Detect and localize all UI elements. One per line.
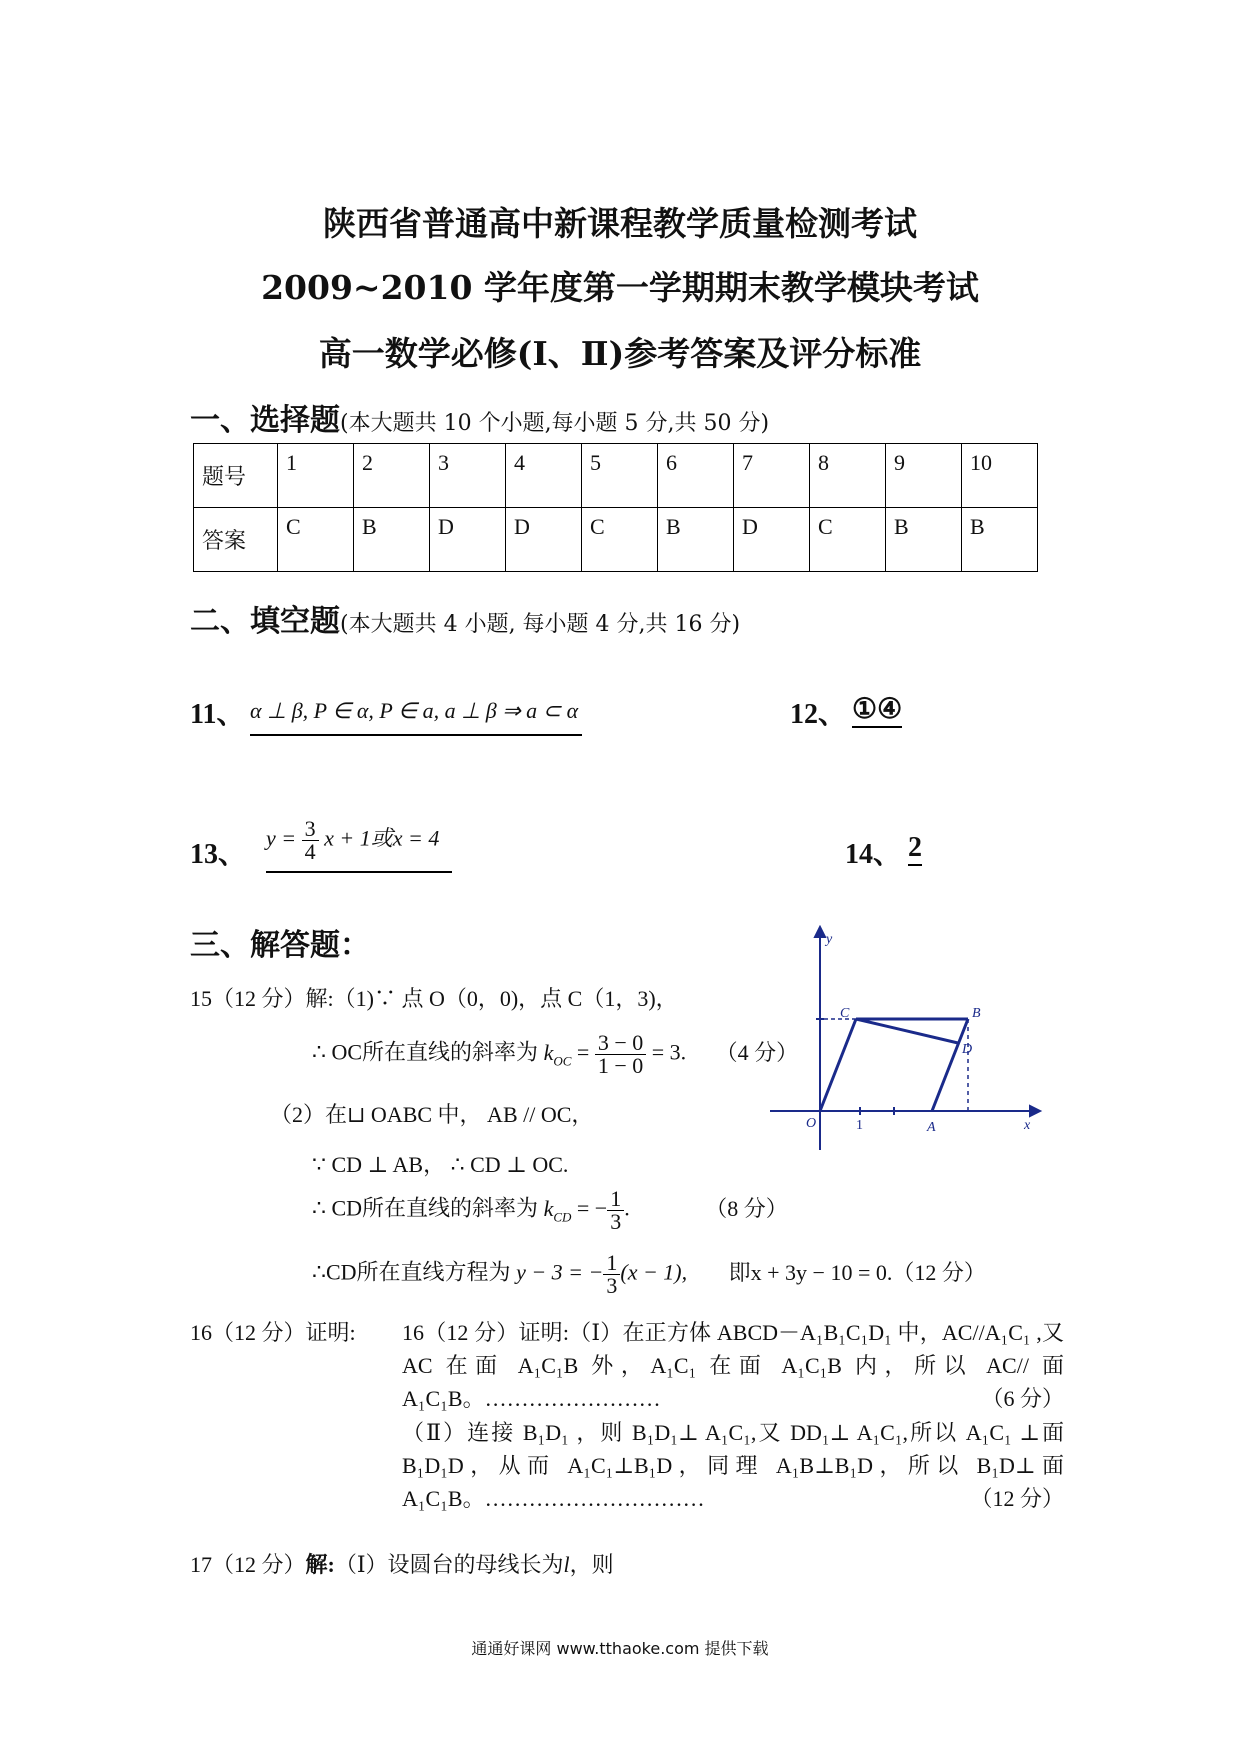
q15-line-6-num: 1: [603, 1252, 620, 1275]
q13-answer: [266, 818, 452, 873]
q13-num: 3: [302, 818, 319, 841]
q17-prefix: 17（12 分）: [190, 1552, 306, 1577]
table-cell: 7: [734, 444, 810, 508]
x-one-label: 1: [856, 1118, 863, 1133]
table-cell: 6: [658, 444, 734, 508]
section2-title: 二、填空题: [190, 604, 340, 639]
table-cell: D: [430, 508, 506, 572]
q15-k-symbol: k: [543, 1039, 554, 1065]
q16-label: 16（12 分）证明:: [190, 1320, 356, 1345]
q11-answer: α ⊥ β, P ∈ α, P ∈ a, a ⊥ β ⇒ a ⊂ α: [250, 698, 582, 736]
section1-note: (本大题共 10 个小题,每小题 5 分,共 50 分): [340, 411, 770, 436]
title-line-3: 高一数学必修(I、Ⅱ)参考答案及评分标准: [318, 334, 922, 373]
table-cell: 4: [506, 444, 582, 508]
q15-kcd-eq: = −: [571, 1195, 608, 1221]
y-axis-arrow: [815, 927, 825, 937]
q16-para-1-text: 16（12 分）证明:（Ⅰ）在正方体 ABCD－A₁B₁C₁D₁ 中，AC//A₁C₁ ,又 AC 在面 A₁C₁B 外，A₁C₁ 在面 A₁C₁B 内，所以 AC// 面 A₁C₁B。……………………: [402, 1320, 1064, 1411]
q15-line-6-text: ∴CD所在直线方程为: [312, 1259, 511, 1285]
table-cell: 8: [810, 444, 886, 508]
table-cell: C: [582, 508, 658, 572]
table-cell: 5: [582, 444, 658, 508]
table-cell: B: [886, 508, 962, 572]
q15-line-1: 15（12 分）解:（1)∵ 点 O（0，0)，点 C（1，3)，: [190, 986, 678, 1011]
point-a-label: A: [927, 1120, 936, 1135]
q13-den: 4: [304, 839, 316, 864]
q12-answer: ①④: [852, 692, 902, 728]
q15-line-2: [312, 1032, 798, 1077]
answer-table: [193, 443, 1038, 572]
title-line-1: 陕西省普通高中新课程教学质量检测考试: [323, 204, 917, 243]
table-cell: 3: [430, 444, 506, 508]
q15-score-4: （4 分）: [715, 1039, 799, 1065]
q15-line-6-fraction: [603, 1252, 620, 1297]
point-c-label: C: [840, 1006, 850, 1021]
q15-kcd-num: 1: [607, 1188, 624, 1211]
q17-end: ，则: [569, 1552, 614, 1577]
q15-eq: =: [571, 1039, 595, 1065]
origin-label: O: [806, 1116, 817, 1131]
segment-cd: [856, 1019, 958, 1043]
q13-rest: x + 1或x = 4: [324, 825, 440, 851]
q15-line-6-post: (x − 1),: [620, 1259, 688, 1285]
q15-line-6-eq: y − 3 = −: [510, 1259, 604, 1285]
table-cell: 2: [354, 444, 430, 508]
table-row-answers: [194, 508, 1038, 572]
q17-variable: l: [563, 1552, 570, 1577]
table-cell: 10: [962, 444, 1038, 508]
table-cell: 9: [886, 444, 962, 508]
section3-heading: 三、解答题：: [190, 928, 370, 963]
footer-text: 通通好课网 www.tthaoke.com 提供下载: [471, 1639, 769, 1658]
row-label-number: 题号: [194, 444, 278, 508]
q15-line-6-tail: 即x + 3y − 10 = 0.（12 分）: [728, 1259, 986, 1285]
q17-line: [190, 1548, 614, 1579]
point-d-label: D: [962, 1042, 973, 1057]
x-axis-label: x: [1024, 1118, 1031, 1133]
q15-line-5: [312, 1188, 788, 1233]
q15-score-8: （8 分）: [705, 1195, 788, 1221]
section1-title: 一、选择题: [190, 403, 340, 438]
q17-text: （Ⅰ）设圆台的母线长为: [334, 1552, 564, 1577]
segment-ba: [932, 1019, 968, 1111]
table-cell: C: [278, 508, 354, 572]
q15-line-4: ∵ CD ⊥ AB， ∴ CD ⊥ OC.: [312, 1152, 569, 1177]
table-cell: B: [962, 508, 1038, 572]
q15-frac-den: 1 − 0: [597, 1053, 644, 1078]
q15-kcd-sub: CD: [553, 1208, 572, 1224]
title-line-2: 2009~2010 学年度第一学期期末教学模块考试: [261, 268, 979, 307]
q15-line-6: [312, 1252, 986, 1297]
q14-answer: 2: [908, 832, 922, 866]
q15-slope-fraction: [595, 1032, 646, 1077]
q15-kcd-den: 3: [610, 1209, 622, 1234]
segment-oc: [820, 1019, 856, 1111]
q15-line-3: （2）在⊔ OABC 中， AB // OC，: [270, 1102, 594, 1127]
q15-post: = 3.: [646, 1039, 687, 1065]
x-axis-arrow: [1030, 1106, 1040, 1116]
parallelogram-figure: [770, 925, 1050, 1155]
q13-fraction: [302, 818, 319, 863]
q16-paragraph-1: [402, 1316, 1064, 1415]
q15-kcd-symbol: k: [543, 1195, 554, 1221]
q14-label: 14、: [845, 839, 902, 870]
q15-frac-num: 3 − 0: [595, 1032, 646, 1055]
table-cell: C: [810, 508, 886, 572]
q12-label: 12、: [790, 699, 847, 730]
q13-y: y =: [266, 825, 297, 851]
table-cell: D: [734, 508, 810, 572]
table-cell: D: [506, 508, 582, 572]
q17-solution-label: 解:: [305, 1552, 335, 1577]
q15-line-6-den: 3: [606, 1273, 618, 1298]
q15-kcd: [543, 1195, 572, 1224]
section1-heading: [190, 395, 769, 439]
q16-paragraph-2: [402, 1416, 1064, 1515]
q13-label: 13、: [190, 839, 247, 870]
table-row-numbers: [194, 444, 1038, 508]
q15-k-sub: OC: [553, 1052, 572, 1068]
section2-note: (本大题共 4 小题, 每小题 4 分,共 16 分): [340, 612, 741, 637]
table-cell: B: [658, 508, 734, 572]
table-cell: 1: [278, 444, 354, 508]
y-axis-label: y: [826, 932, 833, 947]
q15-k: [543, 1039, 572, 1068]
section2-heading: [190, 596, 740, 640]
row-label-answer: 答案: [194, 508, 278, 572]
q16-score-6: （6 分）: [981, 1386, 1064, 1411]
point-b-label: B: [972, 1006, 981, 1021]
q16-para-2-text: （Ⅱ）连接 B₁D₁ ，则 B₁D₁⊥ A₁C₁,又 DD₁⊥ A₁C₁,所以 A₁C₁ ⊥面 B₁D₁D，从而 A₁C₁⊥B₁D，同理 A₁B⊥B₁D，所以 B₁D⊥面 A₁C₁B。…………………………: [402, 1420, 1064, 1511]
table-cell: B: [354, 508, 430, 572]
q16-score-12: （12 分）: [970, 1486, 1064, 1511]
q15-line-2-text: ∴ OC所在直线的斜率为: [312, 1039, 539, 1065]
q11-label: 11、: [190, 699, 245, 730]
q15-kcd-post: .: [624, 1195, 630, 1221]
q15-line-5-text: ∴ CD所在直线的斜率为: [312, 1195, 539, 1221]
q15-kcd-fraction: [607, 1188, 624, 1233]
